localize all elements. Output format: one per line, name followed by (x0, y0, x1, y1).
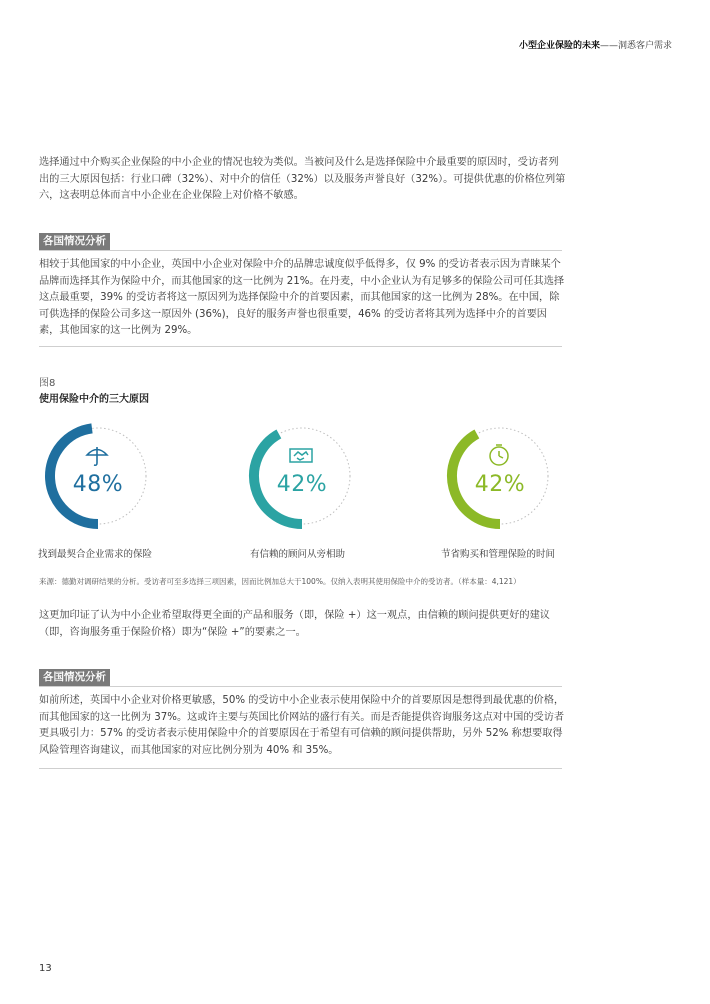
donut-caption-1: 找到最契合企业需求的保险 (38, 549, 153, 560)
donut-caption-3: 节省购买和管理保险的时间 (441, 549, 556, 560)
header-title: 小型企业保险的未来 (518, 41, 600, 51)
handshake-icon (288, 442, 314, 468)
figure-label: 图8 (39, 378, 56, 389)
running-header (519, 38, 672, 51)
donut-caption-2: 有信赖的顾问从旁相助 (250, 549, 346, 560)
figure-title: 使用保险中介的三大原因 (39, 394, 149, 405)
section-rule-2-end (39, 768, 562, 769)
section-rule-2 (39, 686, 562, 687)
section1-body: 相较于其他国家的中小企业，英国中小企业对保险中介的品牌忠诚度似乎低得多，仅 9% 的受访者表示因为青睐某个品牌而选择其作为保险中介，而其他国家的这一比例为 21%。在丹麦，中小企业认为有足够多的保险公司可任其选择这点最重要，39% 的受访者将这一原因列为选择保险中介的首要因素，而其他国家的这一比例为 28%。在中国，除可供选择的保险公司多这一原因外 (36%)，良好的服务声誉也很重要，46% 的受访者将其列为选择中介的首要因素，其他国家的这一比例为 29%。 (39, 259, 565, 336)
intro-paragraph: 选择通过中介购买企业保险的中小企业的情况也较为类似。当被问及什么是选择保险中介最重要的原因时，受访者列出的三大原因包括：行业口碑（32%）、对中介的信任（32%）以及服务声誉良好（32%）。可提供优惠的价格位列第六，这表明总体而言中小企业在企业保险上对价格不敏感。 (39, 157, 566, 201)
donut-chart-2 (246, 420, 358, 532)
donut-chart-3 (444, 420, 556, 532)
section-rule-1 (39, 250, 562, 251)
donut-value: 42% (276, 472, 328, 497)
section-tag-2: 各国情况分析 (39, 669, 110, 686)
donut-chart-1 (42, 420, 154, 532)
page-number: 13 (39, 963, 52, 974)
section-rule-1-end (39, 346, 562, 347)
section2-body: 如前所述，英国中小企业对价格更敏感，50% 的受访中小企业表示使用保险中介的首要原因是想得到最优惠的价格，而其他国家的这一比例为 37%。这或许主要与英国比价网站的盛行有关。而是否能提供咨询服务这点对中国的受访者更具吸引力：57% 的受访者表示使用保险中介的首要原因在于希望有可信赖的顾问提供帮助，另外 52% 称想要取得风险管理咨询建议，而其他国家的对应比例分别为 40% 和 35%。 (39, 695, 565, 756)
header-subtitle: ——洞悉客户需求 (599, 41, 672, 51)
section-tag-1: 各国情况分析 (39, 233, 110, 250)
donut-value: 42% (474, 472, 526, 497)
clock-icon (486, 442, 512, 468)
figure-source-note: 来源：德勤对调研结果的分析。受访者可至多选择三项因素，因而比例加总大于100%。仅纳入表明其使用保险中介的受访者。（样本量：4,121） (39, 577, 521, 586)
middle-paragraph: 这更加印证了认为中小企业希望取得更全面的产品和服务（即，保险 +）这一观点，由信赖的顾问提供更好的建议（即，咨询服务重于保险价格）即为“保险 +”的要素之一。 (39, 610, 550, 638)
donut-value: 48% (72, 472, 124, 497)
umbrella-icon (84, 442, 110, 468)
